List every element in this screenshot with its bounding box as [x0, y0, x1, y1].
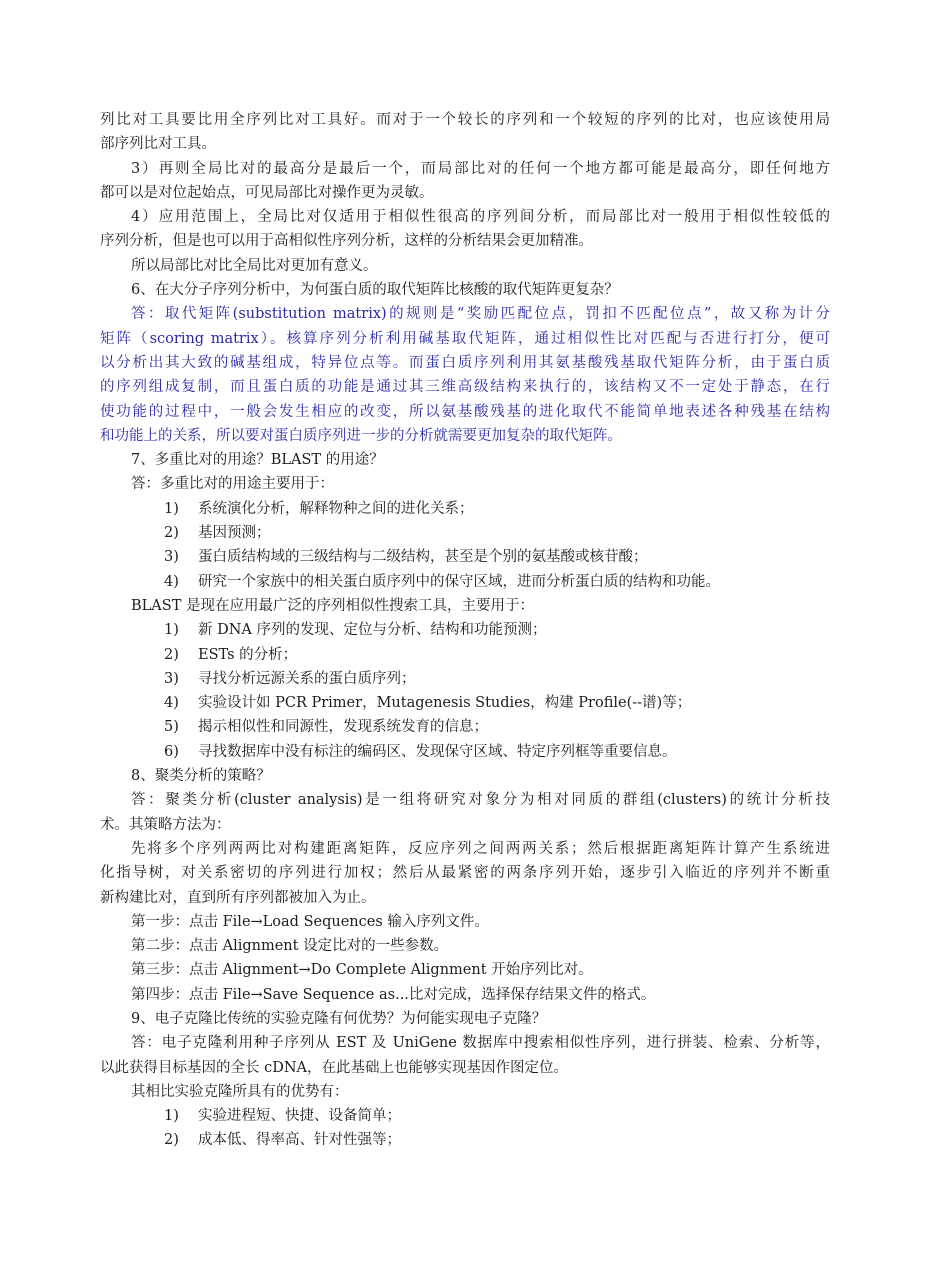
list-text: 寻找数据库中没有标注的编码区、发现保守区域、特定序列框等重要信息。 [198, 743, 677, 760]
list-item [100, 1104, 830, 1128]
question-heading: 9、电子克隆比传统的实验克隆有何优势？为何能实现电子克隆？ [131, 1010, 547, 1027]
text-line: 部序列比对工具。 [100, 136, 216, 153]
list-item [100, 618, 830, 642]
answer-line: 的序列组成复制，而且蛋白质的功能是通过其三维高级结构来执行的，该结构又不一定处于静态，在行 [100, 379, 830, 396]
text-line: 先将多个序列两两比对构建距离矩阵，反应序列之间两两关系；然后根据距离矩阵计算产生系统进 [131, 840, 830, 857]
list-item [100, 643, 830, 667]
list-text: 实验设计如 PCR Primer，Mutagenesis Studies，构建 Profile(--谱)等； [198, 695, 692, 712]
step-line: 第一步：点击 File→Load Sequences 输入序列文件。 [131, 913, 489, 930]
list-number: 1) [164, 1108, 179, 1125]
list-text: 寻找分析远源关系的蛋白质序列； [198, 670, 416, 687]
list-text: ESTs 的分析； [198, 646, 298, 663]
answer-line: 答：取代矩阵(substitution matrix)的规则是“奖励匹配位点，罚扣不匹配位点”，故又称为计分 [131, 306, 830, 323]
list-text: 研究一个家族中的相关蛋白质序列中的保守区域，进而分析蛋白质的结构和功能。 [198, 573, 720, 590]
text-line: 新构建比对，直到所有序列都被加入为止。 [100, 889, 376, 906]
text-line: 答：电子克隆利用种子序列从 EST 及 UniGene 数据库中搜索相似性序列，进行拼装、检索、分析等， [131, 1035, 830, 1052]
answer-line: 矩阵（scoring matrix）。核算序列分析利用碱基取代矩阵，通过相似性比对匹配与否进行打分，便可 [100, 330, 830, 347]
list-text: 蛋白质结构域的三级结构与二级结构，甚至是个别的氨基酸或核苷酸； [198, 549, 648, 566]
list-number: 5) [164, 719, 179, 736]
list-number: 1) [164, 622, 179, 639]
text-line: 化指导树，对关系密切的序列进行加权；然后从最紧密的两条序列开始，逐步引入临近的序列并不断重 [100, 865, 830, 882]
text-line: 答：多重比对的用途主要用于： [131, 476, 334, 493]
answer-line: 使功能的过程中，一般会发生相应的改变，所以氨基酸残基的进化取代不能简单地表述各种残基在结构 [100, 403, 830, 420]
text-line: 所以局部比对比全局比对更加有意义。 [131, 257, 378, 274]
list-number: 6) [164, 743, 179, 760]
list-item [100, 715, 830, 739]
list-number: 2) [164, 1132, 179, 1149]
answer-line: 以分析出其大致的碱基组成，特异位点等。而蛋白质序列利用其氨基酸残基取代矩阵分析，由于蛋白质 [100, 354, 830, 371]
step-line: 第三步：点击 Alignment→Do Complete Alignment 开始序列比对。 [131, 962, 593, 979]
list-number: 2) [164, 646, 179, 663]
text-line: 4）应用范围上，全局比对仅适用于相似性很高的序列间分析，而局部比对一般用于相似性较低的 [131, 209, 830, 226]
list-number: 4) [164, 573, 179, 590]
list-number: 4) [164, 695, 179, 712]
text-line: 序列分析，但是也可以用于高相似性序列分析，这样的分析结果会更加精准。 [100, 233, 593, 250]
list-item [100, 1128, 830, 1152]
text-line: 答：聚类分析(cluster analysis)是一组将研究对象分为相对同质的群组(clusters)的统计分析技 [131, 792, 830, 809]
text-line: 术。其策略方法为： [100, 816, 231, 833]
list-item [100, 521, 830, 545]
question-heading: 8、聚类分析的策略？ [131, 768, 271, 785]
list-text: 系统演化分析，解释物种之间的进化关系； [198, 500, 474, 517]
list-text: 成本低、得率高、针对性强等； [198, 1132, 401, 1149]
list-item [100, 570, 830, 594]
text-line: 3）再则全局比对的最高分是最后一个，而局部比对的任何一个地方都可能是最高分，即任何地方 [131, 160, 830, 177]
step-line: 第二步：点击 Alignment 设定比对的一些参数。 [131, 938, 449, 955]
list-item [100, 667, 830, 691]
list-number: 3) [164, 670, 179, 687]
list-item [100, 691, 830, 715]
question-heading: 7、多重比对的用途？BLAST 的用途？ [131, 452, 384, 469]
answer-line: 和功能上的关系，所以要对蛋白质序列进一步的分析就需要更加复杂的取代矩阵。 [100, 427, 622, 444]
list-number: 1) [164, 500, 179, 517]
text-line: 以此获得目标基因的全长 cDNA，在此基础上也能够实现基因作图定位。 [100, 1059, 569, 1076]
list-text: 实验进程短、快捷、设备简单； [198, 1108, 401, 1125]
list-text: 基因预测； [198, 525, 271, 542]
list-item [100, 497, 830, 521]
text-line: BLAST 是现在应用最广泛的序列相似性搜索工具，主要用于： [131, 597, 534, 614]
document-page [100, 108, 830, 1153]
list-item [100, 740, 830, 764]
list-number: 2) [164, 525, 179, 542]
list-text: 揭示相似性和同源性，发现系统发育的信息； [198, 719, 488, 736]
list-item [100, 545, 830, 569]
list-text: 新 DNA 序列的发现、定位与分析、结构和功能预测； [198, 622, 547, 639]
question-heading: 6、在大分子序列分析中，为何蛋白质的取代矩阵比核酸的取代矩阵更复杂？ [131, 282, 619, 299]
text-line: 列比对工具要比用全序列比对工具好。而对于一个较长的序列和一个较短的序列的比对，也应该使用局 [100, 112, 830, 128]
step-line: 第四步：点击 File→Save Sequence as...比对完成，选择保存结果文件的格式。 [131, 986, 656, 1003]
text-line: 其相比实验克隆所具有的优势有： [131, 1083, 349, 1100]
list-number: 3) [164, 549, 179, 566]
text-line: 都可以是对位起始点，可见局部比对操作更为灵敏。 [100, 184, 434, 201]
